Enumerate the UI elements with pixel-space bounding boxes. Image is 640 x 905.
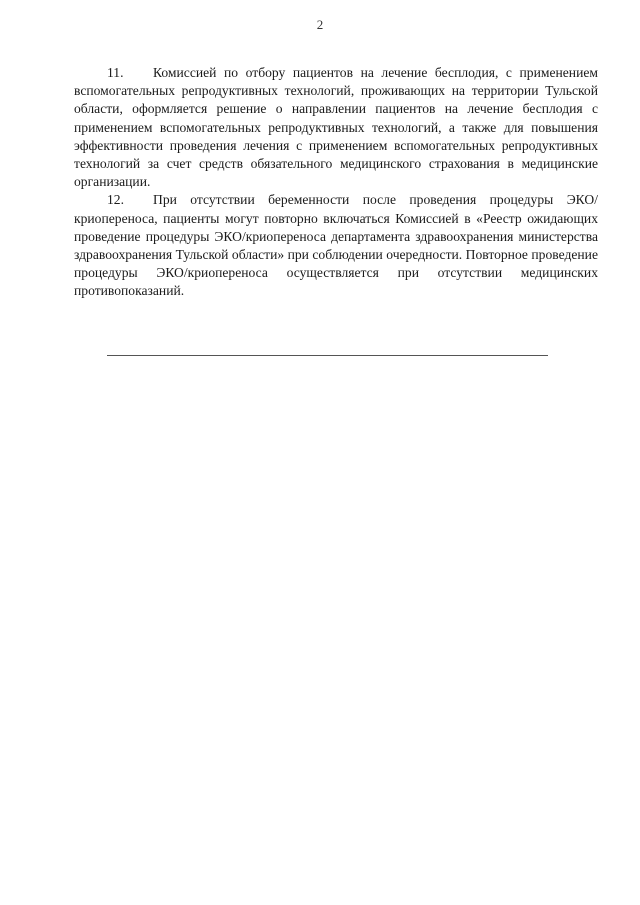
paragraph-11 bbox=[74, 64, 598, 191]
paragraph-text: Комиссией по отбору пациентов на лечение бесплодия, с применением вспомогательных репродуктивных технологий, проживающих на территории Тульской области, оформляется решение о направлении пациентов на лечение бесплодия с применением вспомогательных репродуктивных технологий, а также для повышения эффективности проведения лечения с применением вспомогательных репродуктивных технологий за счет средств обязательного медицинского страхования в медицинские организации. bbox=[74, 65, 598, 190]
paragraph-number: 11. bbox=[107, 65, 124, 80]
document-body bbox=[74, 64, 598, 301]
paragraph-12 bbox=[74, 191, 598, 300]
paragraph-number: 12. bbox=[107, 192, 124, 208]
end-separator-line bbox=[107, 355, 548, 356]
page-number: 2 bbox=[316, 17, 324, 32]
paragraph-text: При отсутствии беременности после проведения процедуры ЭКО/криопереноса, пациенты могут повторно включаться Комиссией в «Реестр ожидающих проведение процедуры ЭКО/криопереноса департамента здравоохранения министерства здравоохранения Тульской области» при соблюдении очередности. Повторное проведение процедуры ЭКО/криопереноса осуществляется при отсутствии медицинских противопоказаний. bbox=[74, 192, 598, 299]
